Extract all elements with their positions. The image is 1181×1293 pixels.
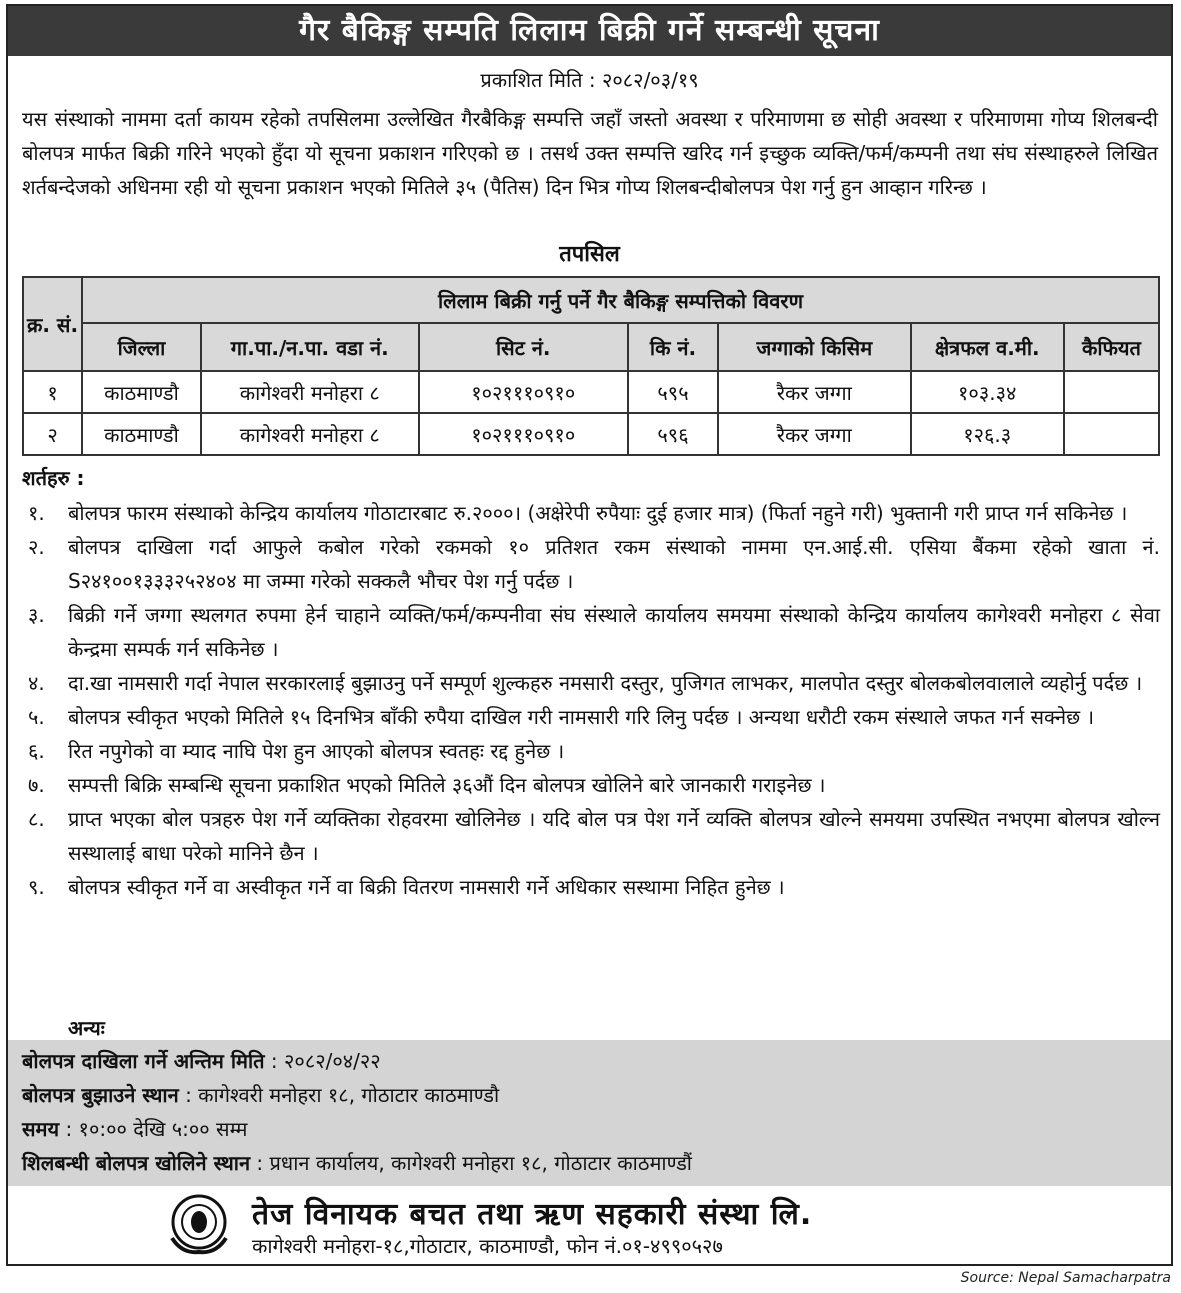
intro-paragraph: यस संस्थाको नाममा दर्ता कायम रहेको तपसिलमा उल्लेखित गैरबैकिङ्ग सम्पत्ति जहाँ जस्तो अवस्था र परिमाणमा छ सोही अवस्था र परिमाणमा गोप्य शिलबन्दी बोलपत्र मार्फत बिक्री गरिने भएको हुँदा यो सूचना प्रकाशन गरिएको छ । तसर्थ उक्त सम्पत्ति खरिद गर्न इच्छुक व्यक्ति/फर्म/कम्पनी तथा संघ संस्थाहरुले लिखित शर्तबन्देजको अधिनमा रही यो सूचना प्रकाशन भएको मितिले ३५ (पैतिस) दिन भित्र गोप्य शिलबन्दीबोलपत्र पेश गर्नु हुन आव्हान गरिन्छ । (22, 107, 1158, 199)
term-text: बोलपत्र स्वीकृत गर्ने वा अस्वीकृत गर्ने वा बिक्री वितरण नामसारी गर्ने अधिकार सस्थामा निहित हुनेछ । (68, 875, 785, 899)
deadline-value: : २०८२/०४/२२ (270, 1049, 381, 1073)
term-number: २. (28, 535, 45, 559)
cooperative-logo-icon (166, 1194, 232, 1258)
term-item (22, 768, 1160, 802)
deadline-line (22, 1044, 381, 1078)
header-ward: गा.पा./न.पा. वडा नं. (201, 323, 419, 371)
term-item (22, 530, 1160, 598)
info-box (8, 1040, 1171, 1186)
terms-list (22, 496, 1160, 904)
term-number: ८. (28, 807, 45, 831)
header-remarks: कैफियत (1064, 323, 1159, 371)
cell-district: काठमाण्डौ (82, 371, 201, 413)
term-text: बोलपत्र स्वीकृत भएको मितिले १५ दिनभित्र बाँकी रुपैया दाखिल गरी नामसारी गरि लिनु पर्दछ । अन्यथा धरौटी रकम संस्थाले जफत गर्न सक्नेछ । (68, 705, 1095, 729)
cell-district: काठमाण्डौ (82, 413, 201, 455)
cell-kitta: ५९६ (628, 413, 718, 455)
term-number: ७. (28, 773, 45, 797)
cell-land-type: रैकर जग्गा (718, 371, 910, 413)
header-kitta: कि नं. (628, 323, 718, 371)
header-serial: क्र. सं. (23, 277, 82, 371)
open-line (22, 1146, 692, 1180)
term-text: रित नपुगेको वा म्याद नाघि पेश हुन आएको बोलपत्र स्वतहः रद्द हुनेछ । (68, 739, 565, 763)
notice-frame (6, 4, 1173, 1266)
term-item (22, 802, 1160, 870)
notice-title: गैर बैकिङ्ग सम्पति लिलाम बिक्री गर्ने सम्बन्धी सूचना (8, 6, 1171, 56)
term-item (22, 598, 1160, 666)
open-label: शिलबन्धी बोलपत्र खोलिने स्थान (22, 1151, 251, 1175)
term-text: बिक्री गर्ने जग्गा स्थलगत रुपमा हेर्न चाहाने व्यक्ति/फर्म/कम्पनीवा संघ संस्थाले कार्यालय समयमा संस्थाको केन्द्रिय कार्यालय कागेश्वरी मनोहरा ८ सेवा केन्द्रमा सम्पर्क गर्न सकिनेछ । (68, 603, 1160, 661)
terms-heading: शर्तहरु : (22, 466, 85, 490)
open-value: : प्रधान कार्यालय, कागेश्वरी मनोहरा १८, गोठाटार काठमाण्डौं (256, 1151, 692, 1175)
organization-name: तेज विनायक बचत तथा ऋण सहकारी संस्था लि. (252, 1197, 813, 1232)
schedule-title: तपसिल (559, 242, 620, 267)
header-sheet: सिट नं. (419, 323, 628, 371)
term-item (22, 666, 1160, 700)
cell-sheet: १०२१११०९१० (419, 413, 628, 455)
deadline-label: बोलपत्र दाखिला गर्ने अन्तिम मिति (22, 1049, 265, 1073)
header-land-type: जग्गाको किसिम (718, 323, 910, 371)
source-credit: Source: Nepal Samacharpatra (960, 1270, 1171, 1286)
cell-kitta: ५९५ (628, 371, 718, 413)
term-item (22, 870, 1160, 904)
cell-area: १२६.३ (911, 413, 1064, 455)
term-text: प्राप्त भएका बोल पत्रहरु पेश गर्ने व्यक्तिका रोहवरमा खोलिनेछ । यदि बोल पत्र पेश गर्ने व्यक्ति बोलपत्र खोल्ने समयमा उपस्थित नभएमा बोलपत्र खोल्न सस्थालाई बाधा परेको मानिने छैन । (68, 807, 1160, 865)
term-number: ६. (28, 739, 45, 763)
time-label: समय (22, 1117, 60, 1141)
cell-ward: कागेश्वरी मनोहरा ८ (201, 413, 419, 455)
table-row (23, 413, 1159, 455)
term-item (22, 700, 1160, 734)
term-number: ९. (28, 875, 45, 899)
term-item (22, 734, 1160, 768)
cell-sheet: १०२१११०९१० (419, 371, 628, 413)
time-value: : १०:०० देखि ५:०० सम्म (65, 1117, 248, 1141)
header-group: लिलाम बिक्री गर्नु पर्ने गैर बैकिङ्ग सम्पत्तिको विवरण (82, 277, 1159, 323)
cell-area: १०३.३४ (911, 371, 1064, 413)
term-text: दा.खा नामसारी गर्दा नेपाल सरकारलाई बुझाउनु पर्ने सम्पूर्ण शुल्कहरु नमसारी दस्तुर, पुजिगत लाभकर, मालपोत दस्तुर बोलकबोलवालाले व्यहोर्नु पर्दछ । (68, 671, 1143, 695)
term-text: सम्पत्ती बिक्रि सम्बन्धि सूचना प्रकाशित भएको मितिले ३६औं दिन बोलपत्र खोलिने बारे जानकारी गराइनेछ । (68, 773, 826, 797)
header-area: क्षेत्रफल व.मी. (911, 323, 1064, 371)
cell-remarks (1064, 371, 1159, 413)
header-district: जिल्ला (82, 323, 201, 371)
term-text: बोलपत्र दाखिला गर्दा आफुले कबोल गरेको रकमको १० प्रतिशत रकम संस्थाको नाममा एन.आई.सी. एसिया बैंकमा रहेको खाता नं. S२४१००१३३३२५२४०४ मा जम्मा गरेको सक्कलै भौचर पेश गर्नु पर्दछ । (68, 535, 1160, 593)
organization-address: कागेश्वरी मनोहरा-१८,गोठाटार, काठमाण्डौ, फोन नं.०१-४९९०५२७ (252, 1234, 723, 1258)
time-line (22, 1112, 248, 1146)
cell-land-type: रैकर जग्गा (718, 413, 910, 455)
term-number: १. (28, 501, 45, 525)
published-date: प्रकाशित मिति : २०८२/०३/१९ (480, 68, 699, 92)
table-row (23, 371, 1159, 413)
term-number: ५. (28, 705, 45, 729)
term-number: ४. (28, 671, 45, 695)
submit-label: बोलपत्र बुझाउने स्थान (22, 1083, 179, 1107)
submit-value: : कागेश्वरी मनोहरा १८, गोठाटार काठमाण्डौ (185, 1083, 500, 1107)
cell-remarks (1064, 413, 1159, 455)
other-heading: अन्यः (68, 1016, 105, 1040)
term-item (22, 496, 1160, 530)
cell-serial: २ (23, 413, 82, 455)
term-number: ३. (28, 603, 45, 627)
cell-serial: १ (23, 371, 82, 413)
submit-line (22, 1078, 499, 1112)
cell-ward: कागेश्वरी मनोहरा ८ (201, 371, 419, 413)
property-table (22, 276, 1160, 456)
term-text: बोलपत्र फारम संस्थाको केन्द्रिय कार्यालय गोठाटारबाट रु.२०००। (अक्षेरेपी रुपैयाः दुई हजार मात्र) (फिर्ता नहुने गरी) भुक्तानी गरी प्राप्त गर्न सकिनेछ । (68, 501, 1128, 525)
